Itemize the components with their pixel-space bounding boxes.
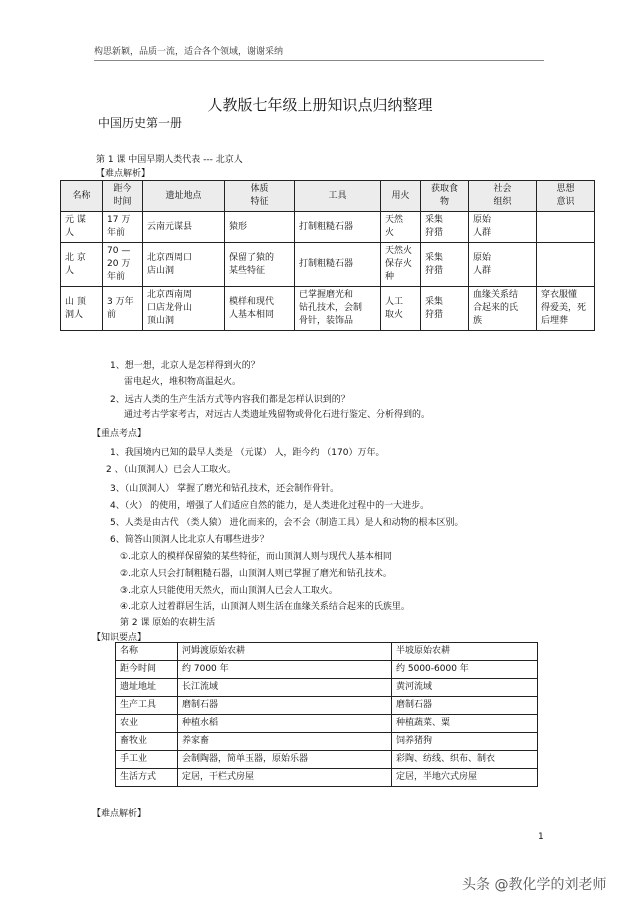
header-cell: 体质 特征 [225,181,295,212]
table-cell: 彩陶、纺线、织布、制衣 [392,751,538,769]
document-subtitle: 中国历史第一册 [98,116,183,130]
lesson-1-heading: 第 1 课 中国早期人类代表 --- 北京人 [96,155,243,165]
header-cell: 名称 [116,643,178,661]
table-cell: 距今时间 [116,661,178,679]
key-points-heading: 【重点考点】 [92,429,147,439]
key-point-2: 2 、（山顶洞人）已会人工取火。 [106,465,237,475]
table-cell: 长江流域 [178,679,392,697]
key-point-6-a: ①.北京人的模样保留猿的某些特征，而山顶洞人则与现代人基本相同 [120,552,392,562]
header-divider [94,60,544,61]
table-row [116,679,538,697]
table-row [61,212,595,243]
key-point-6-d: ④.北京人过着群居生活，山顶洞人则生活在血缘关系结合起来的氏族里。 [120,602,410,612]
answer-2: 通过考古学家考古，对远古人类遗址残留物或骨化石进行鉴定、分析得到的。 [124,410,431,420]
answer-1: 雷电起火，堆积物高温起火。 [124,377,242,387]
table-cell: 打制粗糙石器 [295,243,381,287]
table-cell: 3 万年 前 [103,287,143,331]
difficulty-heading-2: 【难点解析】 [92,809,147,819]
table-cell: 人工 取火 [381,287,421,331]
key-point-6: 6、简答山顶洞人比北京人有哪些进步？ [110,535,269,545]
table-cell: 约 5000-6000 年 [392,661,538,679]
key-point-6-b: ②.北京人只会打制粗糙石器，山顶洞人则已掌握了磨光和钻孔技术。 [120,569,392,579]
header-note: 构思新颖，品质一流，适合各个领域，谢谢采纳 [94,47,284,57]
table-cell: 北京西南周 口店龙骨山 顶山洞 [143,287,225,331]
table-cell: 北 京 人 [61,243,103,287]
table-cell: 70 — 20 万 年前 [103,243,143,287]
watermark: 头条 @教化学的刘老师 [462,877,607,893]
table-cell: 模样和现代 人基本相同 [225,287,295,331]
header-cell: 思想 意识 [537,181,595,212]
table-cell: 17 万 年前 [103,212,143,243]
table-cell [537,243,595,287]
table-cell: 定居，半地穴式房屋 [392,769,538,787]
table-cell: 农业 [116,715,178,733]
header-cell: 距今 时间 [103,181,143,212]
header-cell: 名称 [61,181,103,212]
table-row [116,715,538,733]
table-header-row [61,181,595,212]
key-point-4: 4、（火） 的使用，增强了人们适应自然的能力，是人类进化过程中的一大进步。 [110,501,430,511]
header-cell: 工具 [295,181,381,212]
table-cell: 手工业 [116,751,178,769]
table-cell: 种植蔬菜、粟 [392,715,538,733]
table-cell: 血缘关系结 合起来的氏 族 [469,287,537,331]
table-cell: 已掌握磨光和 钻孔技术，会制 骨针，装饰品 [295,287,381,331]
table-cell: 黄河流域 [392,679,538,697]
table-cell: 穿衣服懂 得爱美，死 后埋葬 [537,287,595,331]
table-cell: 原始 人群 [469,212,537,243]
table-row [61,287,595,331]
table-cell: 磨制石器 [392,697,538,715]
table-cell: 采集 狩猎 [421,287,469,331]
table-row [116,769,538,787]
table-row [116,697,538,715]
table-cell: 原始 人群 [469,243,537,287]
difficulty-heading-1: 【难点解析】 [96,169,151,179]
early-humans-table [60,180,595,331]
table-cell: 山 顶 洞人 [61,287,103,331]
question-2: 2、远古人类的生产生活方式等内容我们都是怎样认识到的？ [110,395,350,405]
table-row [116,751,538,769]
table-row [116,661,538,679]
header-cell: 获取食 物 [421,181,469,212]
knowledge-points-heading: 【知识要点】 [92,633,147,643]
table-cell: 天然火 保存火 种 [381,243,421,287]
table-cell: 云南元谋县 [143,212,225,243]
question-1: 1、想一想，北京人是怎样得到火的？ [110,361,260,371]
farming-comparison-table [115,642,538,787]
table-cell: 遗址地址 [116,679,178,697]
table-row [61,243,595,287]
table-cell: 保留了猿的 某些特征 [225,243,295,287]
table-cell: 北京西周口 店山洞 [143,243,225,287]
table-cell: 打制粗糙石器 [295,212,381,243]
lesson-2-heading: 第 2 课 原始的农耕生活 [120,618,216,628]
table-row [116,733,538,751]
table-cell: 天然 火 [381,212,421,243]
table-cell: 采集 狩猎 [421,243,469,287]
table-cell: 养家畜 [178,733,392,751]
table-cell: 元 谋 人 [61,212,103,243]
table-cell: 猿形 [225,212,295,243]
header-cell: 用火 [381,181,421,212]
key-point-6-c: ③.北京人只能使用天然火，而山顶洞人已会人工取火。 [120,586,338,596]
header-cell: 河姆渡原始农耕 [178,643,392,661]
header-cell: 遗址地点 [143,181,225,212]
table-header-row [116,643,538,661]
table-cell: 畜牧业 [116,733,178,751]
key-point-1: 1、我国境内已知的最早人类是 （元谋） 人，距今约 （170）万年。 [110,448,385,458]
table-cell: 采集 狩猎 [421,212,469,243]
key-point-5: 5、人类是由古代 （类人猿） 进化而来的，会不会（制造工具）是人和动物的根本区别。 [110,518,464,528]
table-cell: 种植水稻 [178,715,392,733]
table-cell: 生活方式 [116,769,178,787]
key-point-3: 3、（山顶洞人） 掌握了磨光和钻孔技术，还会制作骨针。 [110,484,340,494]
table-cell: 定居，干栏式房屋 [178,769,392,787]
table-cell: 约 7000 年 [178,661,392,679]
table-cell: 饲养猪狗 [392,733,538,751]
header-cell: 半坡原始农耕 [392,643,538,661]
table-cell [537,212,595,243]
table-cell: 磨制石器 [178,697,392,715]
table-cell: 生产工具 [116,697,178,715]
table-cell: 会制陶器，简单玉器，原始乐器 [178,751,392,769]
document-title: 人教版七年级上册知识点归纳整理 [207,96,433,114]
header-cell: 社会 组织 [469,181,537,212]
page-number: 1 [538,832,544,842]
